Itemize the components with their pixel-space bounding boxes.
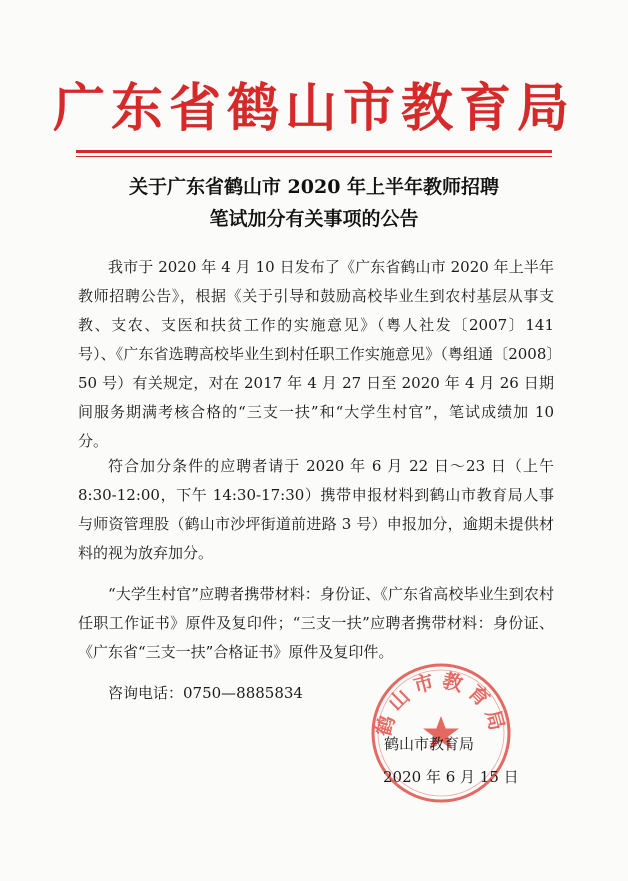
signature-date: 2020 年 6 月 15 日 (383, 768, 519, 786)
signature-organization: 鹤山市教育局 (384, 735, 475, 753)
letterhead-title: 广东省鹤山市教育局 (52, 78, 575, 139)
seal-text: 鹤山市教育局 (371, 667, 511, 739)
document-title-line-2: 笔试加分有关事项的公告 (209, 208, 419, 230)
letterhead-rule-thin (76, 156, 552, 157)
letterhead-rule-thick (76, 150, 552, 153)
paragraph-announcement: 我市于 2020 年 4 月 10 日发布了《广东省鹤山市 2020 年上半年教师招聘公告》，根据《关于引导和鼓励高校毕业生到农村基层从事支教、支农、支医和扶贫工作的实施意见》（粤人社发〔2007〕141 号）、《广东省选聘高校毕业生到村任职工作实施意见》（粤组通〔2008〕50 号）有关规定，对在 2017 年 4 月 27 日至 2020 年 4 月 26 日期间服务期满考核合格的“三支一扶”和“大学生村官”，笔试成绩加 10 分。 (78, 258, 554, 450)
paragraph-application: 符合加分条件的应聘者请于 2020 年 6 月 22 日～23 日（上午 8:30-12:00，下午 14:30-17:30）携带申报材料到鹤山市教育局人事与师资管理股（鹤山市沙坪街道前进路 3 号）申报加分，逾期未提供材料的视为放弃加分。 (78, 457, 554, 562)
document-title-line-1: 关于广东省鹤山市 2020 年上半年教师招聘 (128, 176, 500, 198)
paragraph-materials: “大学生村官”应聘者携带材料：身份证、《广东省高校毕业生到农村任职工作证书》原件及复印件；“三支一扶”应聘者携带材料：身份证、《广东省“三支一扶”合格证书》原件及复印件。 (78, 585, 554, 661)
paragraph-contact: 咨询电话：0750—8885834 (108, 684, 303, 702)
